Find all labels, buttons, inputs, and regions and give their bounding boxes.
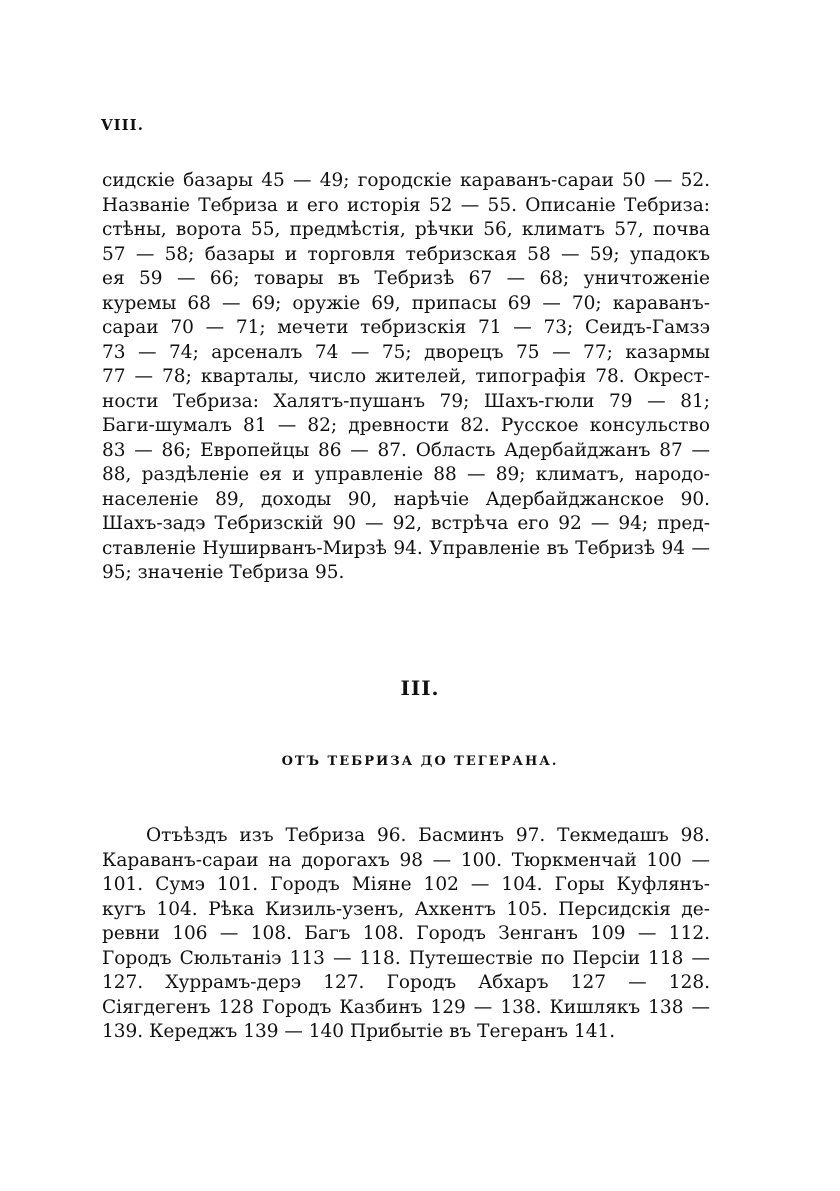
text-line: Караванъ-сараи на дорогахъ 98 — 100. Тюркменчай 100 — xyxy=(102,849,710,871)
text-line: Баги-шумалъ 81 — 82; древности 82. Русское консульство xyxy=(102,415,710,436)
section-numeral: III. xyxy=(400,676,440,700)
text-line: 127. Хуррамъ-дерэ 127. Городъ Абхаръ 127 — 128. Сіягдегенъ 128 Городъ Казбинъ 129 — 138. Кишлякъ 138 — xyxy=(102,972,710,1018)
text-line: 73 — 74; арсеналъ 74 — 75; дворецъ 75 — 77; казармы xyxy=(102,341,710,363)
text-line: кугъ 104. Рѣка Кизиль-узенъ, Ахкентъ 105. Персидскія де- xyxy=(102,898,710,920)
text-line: Названіе Тебриза и его исторія 52 — 55. Описаніе Тебриза: xyxy=(102,194,710,216)
text-line: сараи 70 — 71; мечети тебризскія 71 — 73; Сеидъ-Гамзэ xyxy=(102,317,710,338)
text-line: ея 59 — 66; товары въ Тебризѣ 67 — 68; уничтоженіе xyxy=(102,268,710,289)
section-iii-text xyxy=(102,824,710,1045)
text-line: куремы 68 — 69; оружіе 69, припасы 69 — 70; караванъ- xyxy=(102,292,710,314)
text-line: Шахъ-задэ Тебризскій 90 — 92, встрѣча его 92 — 94; пред- xyxy=(102,513,710,534)
text-line: ности Тебриза: Халятъ-пушанъ 79; Шахъ-гюли 79 — 81; xyxy=(102,390,710,412)
text-line: 77 — 78; кварталы, число жителей, типографія 78. Окрест- xyxy=(102,366,710,387)
page-number: VIII. xyxy=(101,116,144,134)
text-line: 83 — 86; Европейцы 86 — 87. Область Адербайджанъ 87 — xyxy=(102,439,710,461)
section-ii-text xyxy=(102,169,710,586)
text-line: ревни 106 — 108. Багъ 108. Городъ Зенганъ 109 — 112. xyxy=(102,923,710,944)
text-line: Городъ Сюльтаніэ 113 — 118. Путешествіе по Персіи 118 — xyxy=(102,947,710,969)
text-line: 57 — 58; базары и торговля тебризская 58 — 59; упадокъ xyxy=(102,243,710,265)
text-line: 88, раздѣленіе ея и управленіе 88 — 89; климатъ, народо- xyxy=(102,464,710,485)
text-line: сидскіе базары 45 — 49; городскіе караванъ-сараи 50 — 52. xyxy=(102,170,710,191)
text-line: стѣны, ворота 55, предмѣстія, рѣчки 56, климатъ 57, почва xyxy=(102,219,710,240)
text-line: 95; значеніе Тебриза 95. xyxy=(102,562,345,583)
text-line: ставленіе Нуширванъ-Мирзѣ 94. Управленіе въ Тебризѣ 94 — xyxy=(102,537,710,559)
text-line: населеніе 89, доходы 90, нарѣчіе Адербайджанское 90. xyxy=(102,488,710,510)
text-line: Отъѣздъ изъ Тебриза 96. Басминъ 97. Текмедашъ 98. xyxy=(146,825,710,846)
section-title: ОТЪ ТЕБРИЗА ДО ТЕГЕРАНА. xyxy=(281,754,559,769)
text-line: 139. Кереджъ 139 — 140 Прибытіе въ Тегеранъ 141. xyxy=(102,1021,616,1042)
text-line: 101. Сумэ 101. Городъ Міяне 102 — 104. Горы Куфлянъ- xyxy=(102,874,710,895)
